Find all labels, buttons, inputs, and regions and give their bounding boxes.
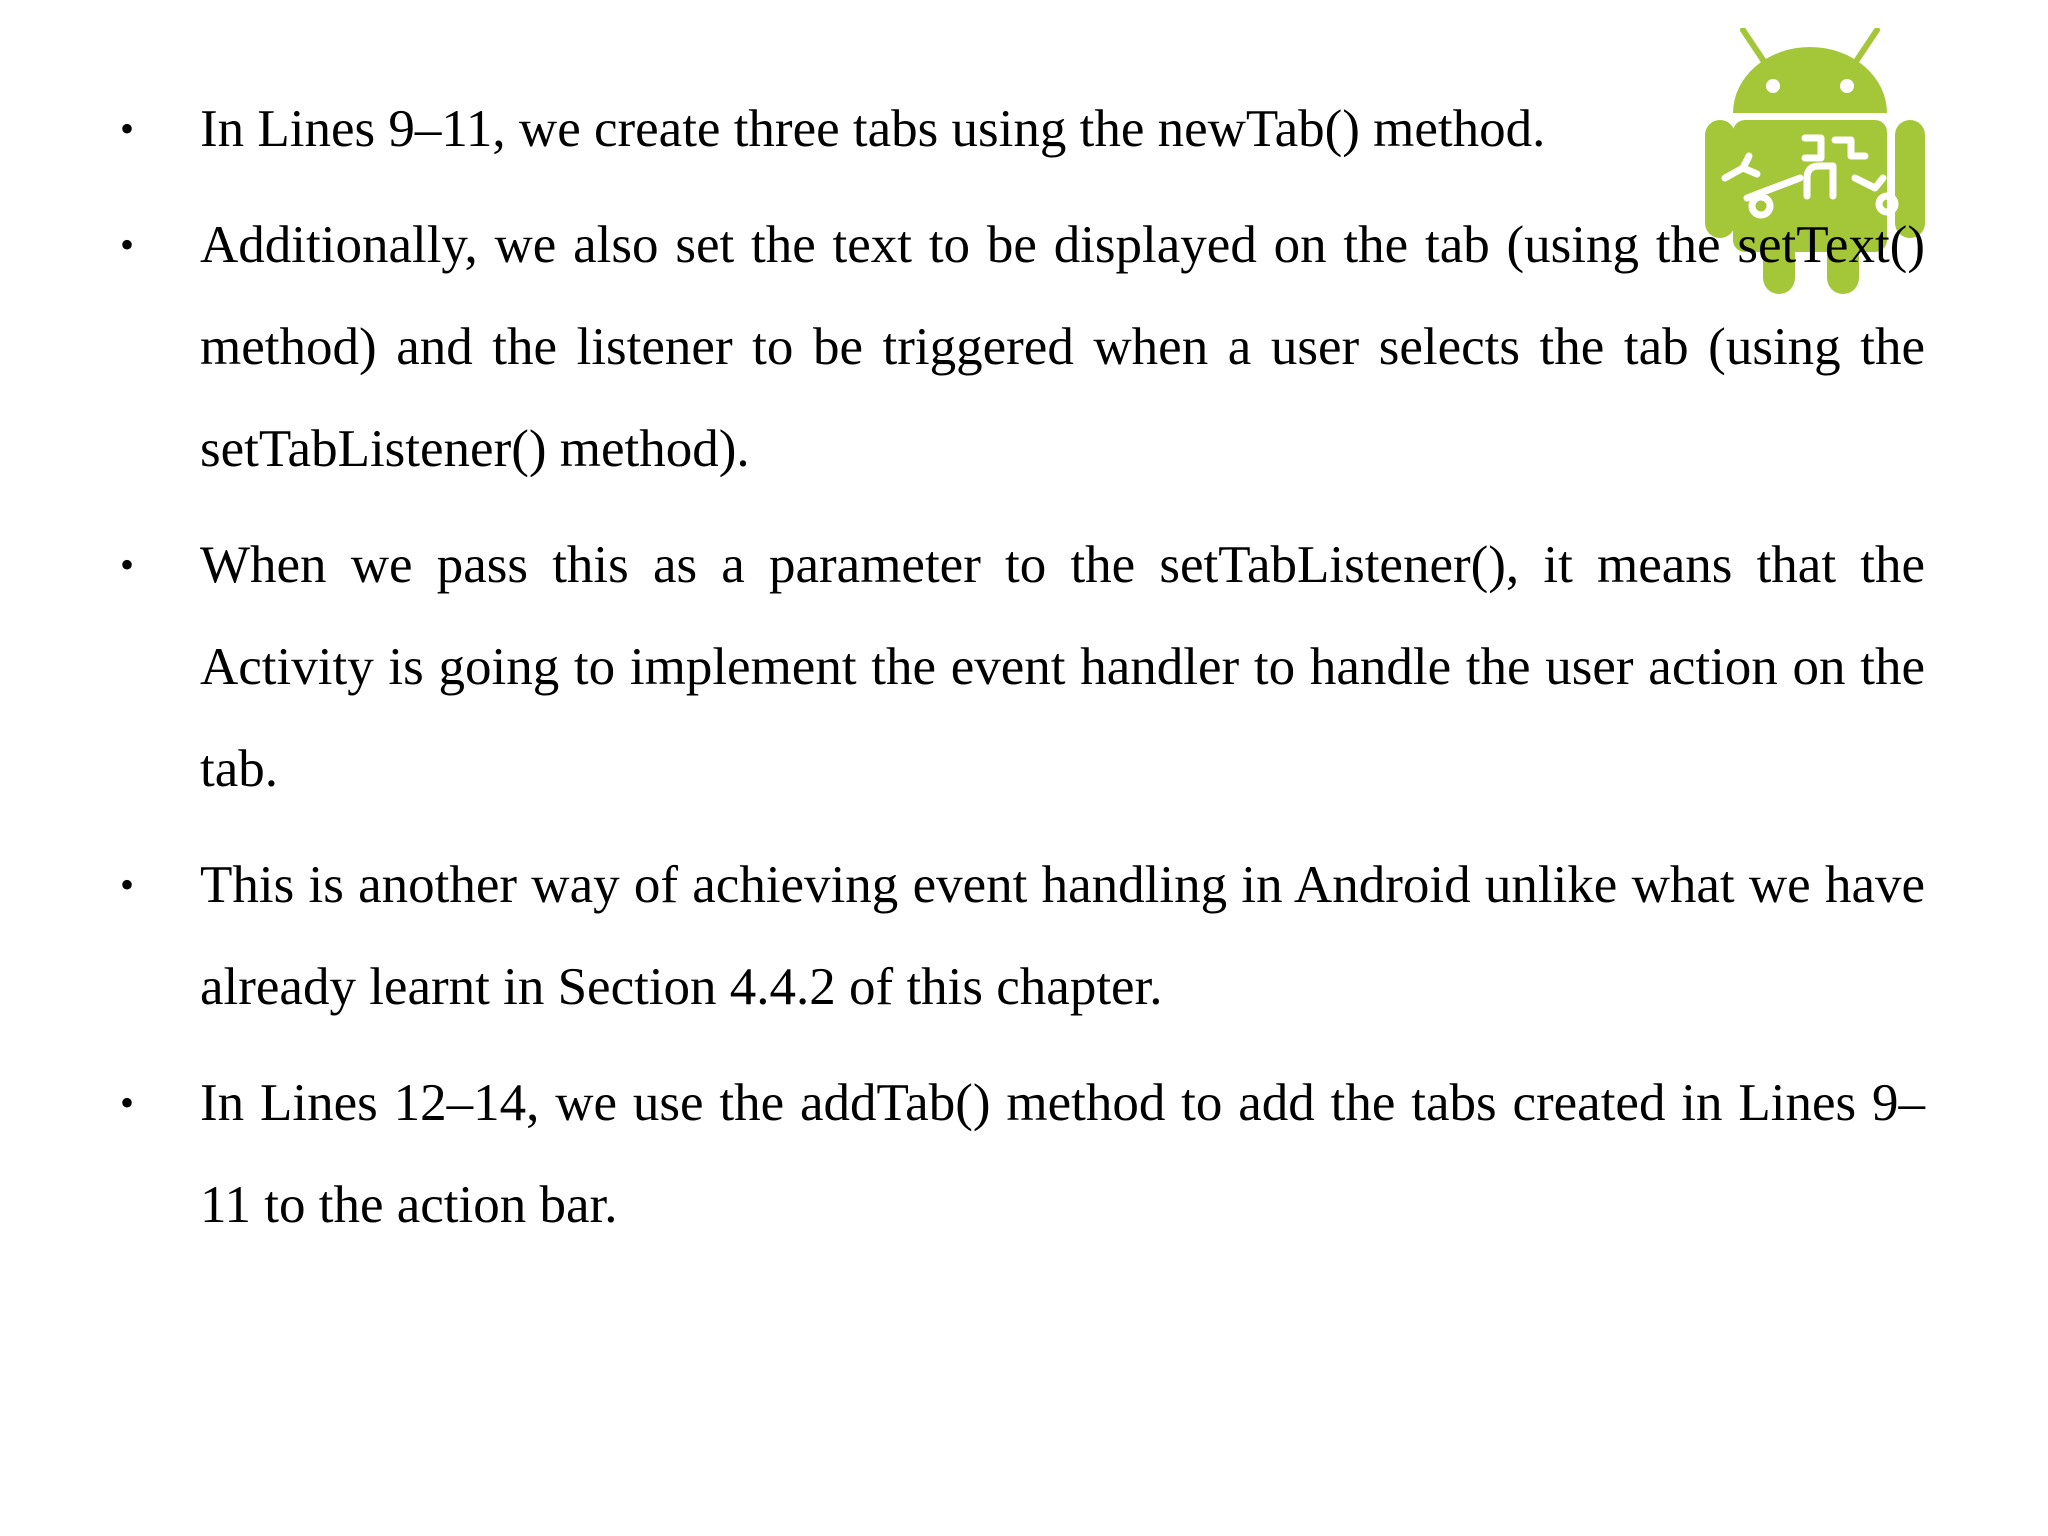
bullet-marker: • [120, 106, 135, 151]
bullet-text: In Lines 9–11, we create three tabs using the newTab() method. [200, 100, 1546, 158]
bullet-marker: • [120, 542, 135, 587]
bullet-item [120, 1052, 1925, 1256]
bullet-list [120, 78, 1925, 1270]
bullet-text: When we pass this as a parameter to the setTabListener(), it means that the Activity is going to implement the event handler to handle the user action on the tab. [200, 536, 1925, 798]
bullet-text: This is another way of achieving event handling in Android unlike what we have already learnt in Section 4.4.2 of this chapter. [200, 856, 1925, 1016]
bullet-item [120, 514, 1925, 820]
bullet-text: Additionally, we also set the text to be displayed on the tab (using the setText() method) and the listener to be triggered when a user selects the tab (using the setTabListener() method). [200, 216, 1925, 478]
bullet-marker: • [120, 862, 135, 907]
bullet-item [120, 834, 1925, 1038]
bullet-marker: • [120, 1080, 135, 1125]
bullet-text: In Lines 12–14, we use the addTab() method to add the tabs created in Lines 9–11 to the action bar. [200, 1074, 1925, 1234]
bullet-item [120, 78, 1925, 180]
bullet-item [120, 194, 1925, 500]
bullet-marker: • [120, 222, 135, 267]
